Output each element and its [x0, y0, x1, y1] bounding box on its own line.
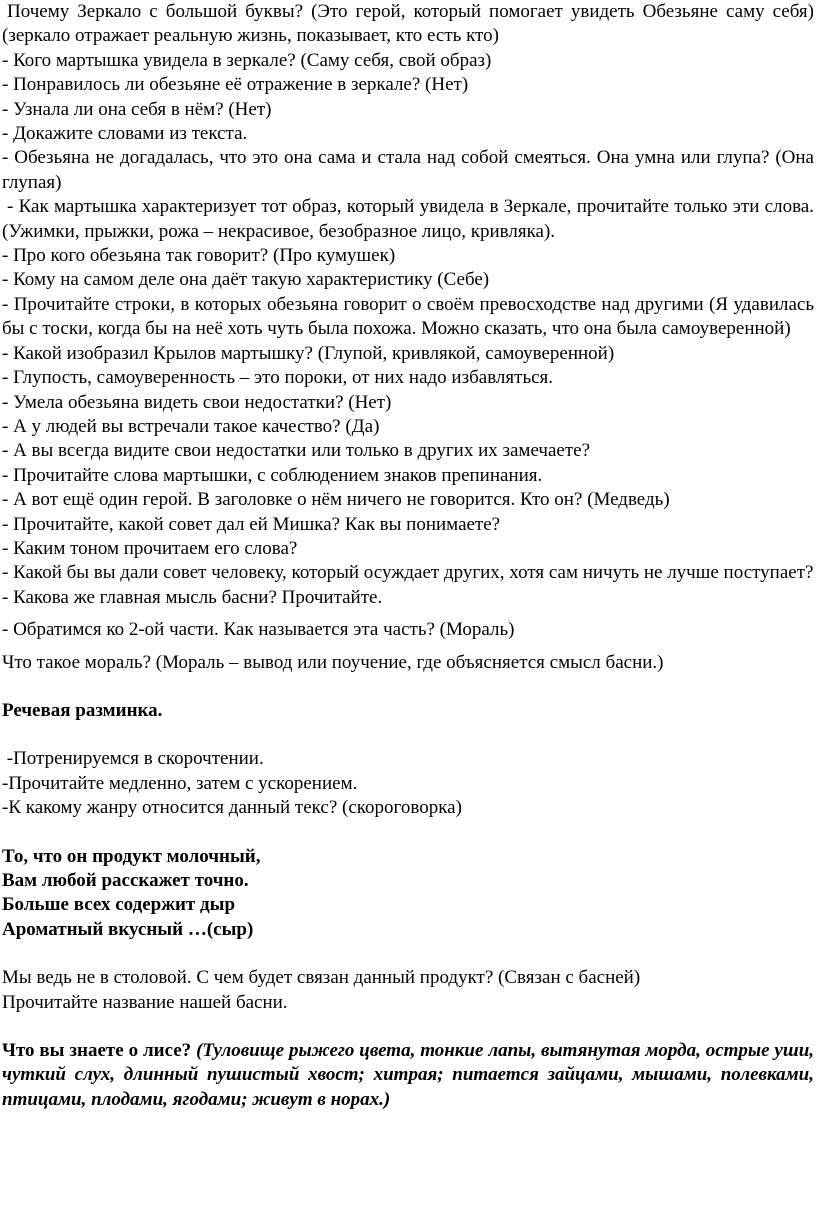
paragraph-recognized-self: - Узнала ли она себя в нём? (Нет): [2, 98, 272, 120]
paragraph-mirror-question: Почему Зеркало с большой буквы? (Это герой, который помогает увидеть Обезьяне саму себя) (зеркало отражает реальную жизнь, показывает, кто есть кто): [2, 1, 814, 47]
paragraph-not-canteen: Мы ведь не в столовой. С чем будет связан данный продукт? (Связан с басней): [2, 967, 641, 989]
paragraph-another-hero: - А вот ещё один герой. В заголовке о нём ничего не говорится. Кто он? (Медведь): [2, 489, 670, 511]
paragraph-read-title: Прочитайте название нашей басни.: [2, 991, 288, 1013]
paragraph-smart-or-stupid: - Обезьяна не догадалась, что это она сама и стала над собой смеяться. Она умна или глупа? (Она глупая): [2, 147, 814, 193]
paragraph-read-monkey-words: - Прочитайте слова мартышки, с соблюдением знаков препинания.: [2, 464, 543, 486]
riddle-line-3: Больше всех содержит дыр: [2, 894, 236, 916]
paragraph-how-krylov-depicted: - Какой изобразил Крылов мартышку? (Глупой, кривлякой, самоуверенной): [2, 342, 615, 364]
paragraph-main-idea: - Какова же главная мысль басни? Прочитайте.: [2, 586, 383, 608]
riddle-line-4: Ароматный вкусный …(сыр): [2, 918, 254, 940]
fox-answer: (Туловище рыжего цвета, тонкие лапы, вытянутая морда, острые уши, чуткий слух, длинный пушистый хвост; хитрая; питается зайцами, мышами, полевками, птицами, плодами, ягодами; живут в норах.): [2, 1040, 815, 1110]
paragraph-bear-advice: - Прочитайте, какой совет дал ей Мишка? Как вы понимаете?: [2, 513, 501, 535]
paragraph-own-flaws: - А вы всегда видите свои недостатки или только в других их замечаете?: [2, 440, 591, 462]
fox-question: Что вы знаете о лисе?: [2, 1040, 192, 1062]
riddle-line-1: То, что он продукт молочный,: [2, 845, 261, 867]
paragraph-moral-part: - Обратимся ко 2-ой части. Как называется эта часть? (Мораль): [2, 619, 515, 641]
warmup-line-read-slowly: -Прочитайте медленно, затем с ускорением.: [2, 772, 358, 794]
warmup-line-genre: -К какому жанру относится данный текс? (скороговорка): [2, 797, 462, 819]
paragraph-about-whom: - Про кого обезьяна так говорит? (Про кумушек): [2, 245, 396, 267]
paragraph-see-flaws: - Умела обезьяна видеть свои недостатки? (Нет): [2, 391, 392, 413]
paragraph-to-whom-really: - Кому на самом деле она даёт такую характеристику (Себе): [2, 269, 490, 291]
paragraph-vices: - Глупость, самоуверенность – это пороки, от них надо избавляться.: [2, 367, 554, 389]
paragraph-fox: [2, 1039, 814, 1112]
paragraph-who-monkey-saw: - Кого мартышка увидела в зеркале? (Саму себя, свой образ): [2, 49, 492, 71]
paragraph-prove-with-words: - Докажите словами из текста.: [2, 123, 248, 145]
paragraph-liked-reflection: - Понравилось ли обезьяне её отражение в зеркале? (Нет): [2, 74, 469, 96]
warmup-line-speed-reading: -Потренируемся в скорочтении.: [2, 748, 264, 770]
paragraph-moral-definition: Что такое мораль? (Мораль – вывод или поучение, где объясняется смысл басни.): [2, 651, 664, 673]
warmup-heading: Речевая разминка.: [2, 699, 163, 721]
riddle-line-2: Вам любой расскажет точно.: [2, 870, 249, 891]
paragraph-characterize-image: - Как мартышка характеризует тот образ, который увидела в Зеркале, прочитайте только эти слова. (Ужимки, прыжки, рожа – некрасивое, безобразное лицо, кривляка).: [2, 196, 814, 242]
paragraph-superiority-lines: - Прочитайте строки, в которых обезьяна говорит о своём превосходстве над другими (Я удавилась бы с тоски, когда бы на неё хоть чуть была похожа. Можно сказать, что она была самоуверенной): [2, 293, 814, 340]
paragraph-tone: - Каким тоном прочитаем его слова?: [2, 537, 298, 559]
paragraph-people-quality: - А у людей вы встречали такое качество? (Да): [2, 415, 380, 437]
paragraph-your-advice: - Какой бы вы дали совет человеку, который осуждает других, хотя сам ничуть не лучше поступает?: [2, 562, 814, 584]
